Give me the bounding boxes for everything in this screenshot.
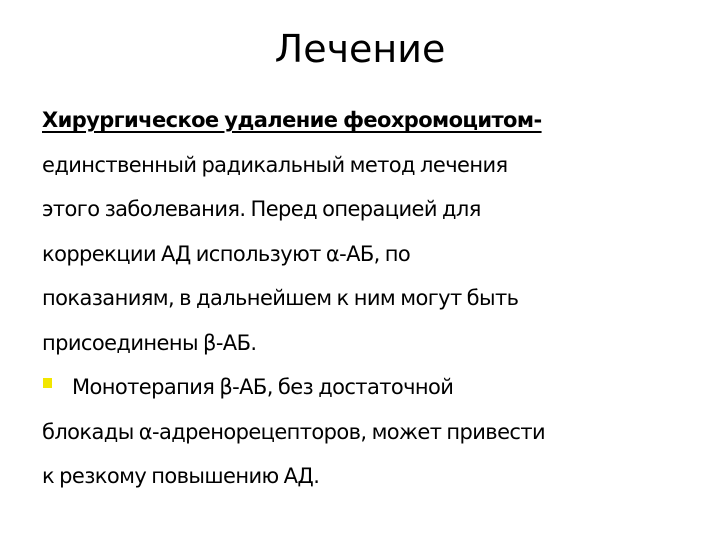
- bullet-continuation-line: к резкому повышению АД.: [42, 464, 320, 488]
- paragraph-line: присоединены β-АБ.: [42, 330, 257, 355]
- slide-title: Лечение: [274, 27, 446, 71]
- paragraph-line: [42, 98, 682, 143]
- bold-lead-text: Хирургическое удаление феохромоцитом-: [42, 108, 542, 132]
- paragraph-line: показаниям, в дальнейшем к ним могут быть: [42, 286, 519, 310]
- bullet-line-text: Монотерапия β-АБ, без достаточной: [72, 375, 454, 399]
- paragraph-line: коррекции АД используют α-АБ, по: [42, 241, 411, 266]
- square-bullet-icon: [43, 378, 52, 388]
- slide-body: [42, 98, 682, 499]
- paragraph-line: единственный радикальный метод лечения: [42, 152, 508, 177]
- bullet-item: [42, 365, 682, 410]
- bullet-continuation-line: блокады α-адренорецепторов, может привести: [42, 419, 546, 444]
- paragraph-line: этого заболевания. Перед операцией для: [42, 197, 481, 221]
